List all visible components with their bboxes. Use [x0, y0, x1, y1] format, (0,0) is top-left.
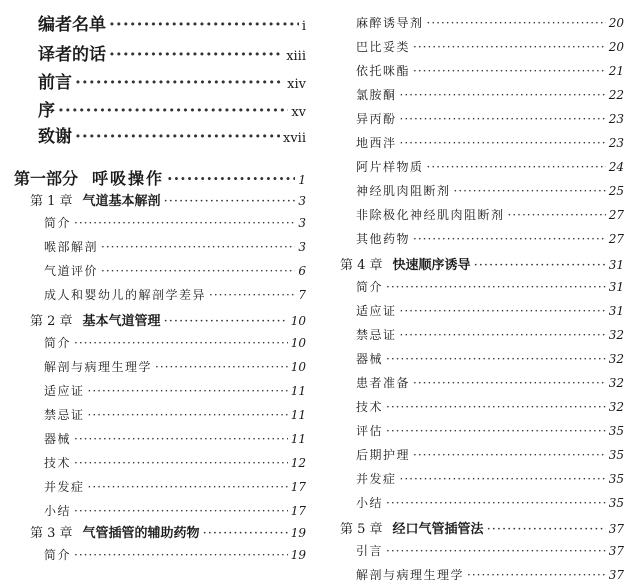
dot-leader: [74, 432, 288, 446]
toc-page-number: 1: [298, 173, 306, 187]
chapter-title: 基本气道管理: [82, 314, 161, 329]
dot-leader: [167, 169, 295, 188]
dot-leader: [155, 360, 288, 374]
toc-entry-label: [30, 190, 161, 209]
toc-section-entry[interactable]: [356, 134, 624, 151]
dot-leader: [74, 336, 288, 350]
toc-section-entry[interactable]: [44, 214, 306, 231]
toc-entry-label: 解剖与病理生理学: [356, 568, 465, 582]
toc-page-number: 17: [290, 480, 306, 494]
chapter-title: 快速顺序诱导: [392, 258, 471, 273]
toc-page-number: 35: [608, 472, 624, 486]
toc-page-number: 25: [608, 184, 624, 198]
toc-entry-label: 小结: [44, 504, 72, 518]
toc-section-entry[interactable]: [44, 382, 306, 399]
chapter-number: 第 2 章: [30, 314, 73, 329]
dot-leader: [386, 400, 606, 414]
toc-chapter-entry[interactable]: [340, 518, 624, 537]
toc-section-entry[interactable]: [356, 158, 624, 175]
toc-entry-label: 适应证: [356, 304, 397, 318]
dot-leader: [427, 16, 606, 30]
toc-section-entry[interactable]: [356, 302, 624, 319]
toc-entry-label: 气道评价: [44, 264, 99, 278]
toc-page-number: 27: [608, 208, 624, 222]
toc-entry-label: 患者准备: [356, 376, 411, 390]
dot-leader: [88, 408, 288, 422]
toc-page-number: xvii: [283, 131, 306, 146]
toc-entry-label: 引言: [356, 544, 384, 558]
dot-leader: [400, 112, 606, 126]
toc-section-entry[interactable]: [356, 86, 624, 103]
toc-section-entry[interactable]: [356, 110, 624, 127]
toc-page-number: 10: [290, 360, 306, 374]
dot-leader: [209, 288, 295, 302]
toc-page-number: 7: [298, 288, 306, 302]
toc-entry-label: 地西泮: [356, 136, 397, 150]
toc-entry-label: 阿片样物质: [356, 160, 424, 174]
toc-entry-label: 简介: [44, 216, 72, 230]
toc-chapter-entry[interactable]: [30, 310, 306, 329]
dot-leader: [413, 64, 606, 78]
dot-leader: [386, 544, 606, 558]
toc-section-entry[interactable]: [356, 446, 624, 463]
toc-page-number: 6: [298, 264, 306, 278]
toc-section-entry[interactable]: [44, 262, 306, 279]
dot-leader: [467, 568, 606, 582]
toc-page-number: 12: [290, 456, 306, 470]
toc-section-entry[interactable]: [356, 566, 624, 583]
dot-leader: [400, 472, 606, 486]
toc-page-number: xv: [291, 105, 306, 120]
toc-page-number: 35: [608, 496, 624, 510]
toc-page-number: i: [301, 19, 306, 34]
toc-page-number: 31: [608, 258, 624, 272]
toc-section-entry[interactable]: [44, 358, 306, 375]
dot-leader: [427, 160, 606, 174]
chapter-number: 第 1 章: [30, 194, 73, 209]
dot-leader: [474, 258, 606, 273]
toc-entry-label: [340, 518, 484, 537]
dot-leader: [74, 504, 288, 518]
toc-section-entry[interactable]: [356, 494, 624, 511]
toc-section-entry[interactable]: [356, 326, 624, 343]
toc-front-entry[interactable]: [38, 10, 306, 35]
toc-section-entry[interactable]: [356, 62, 624, 79]
toc-entry-label: 器械: [44, 432, 72, 446]
toc-section-entry[interactable]: [356, 38, 624, 55]
toc-page-number: 23: [608, 136, 624, 150]
toc-page-number: 3: [298, 216, 306, 230]
toc-entry-label: 禁忌证: [356, 328, 397, 342]
part-title: 呼吸操作: [92, 169, 165, 188]
dot-leader: [413, 40, 606, 54]
toc-section-entry[interactable]: [356, 374, 624, 391]
toc-page-number: 3: [298, 194, 306, 208]
dot-leader: [58, 101, 288, 121]
dot-leader: [109, 45, 283, 65]
dot-leader: [487, 522, 606, 537]
toc-page-number: 19: [290, 526, 306, 540]
toc-section-entry[interactable]: [356, 470, 624, 487]
dot-leader: [400, 328, 606, 342]
toc-section-entry[interactable]: [356, 182, 624, 199]
dot-leader: [75, 127, 280, 147]
toc-entry-label: 神经肌肉阻断剂: [356, 184, 451, 198]
toc-page-number: 19: [290, 548, 306, 562]
dot-leader: [101, 264, 295, 278]
toc-entry-label: [30, 310, 161, 329]
toc-chapter-entry[interactable]: [30, 190, 306, 209]
toc-section-entry[interactable]: [44, 286, 306, 303]
dot-leader: [88, 384, 288, 398]
toc-entry-label: 评估: [356, 424, 384, 438]
toc-part-entry[interactable]: [14, 166, 306, 189]
toc-page-number: 32: [608, 352, 624, 366]
toc-entry-label: 器械: [356, 352, 384, 366]
toc-page-number: 27: [608, 232, 624, 246]
toc-page-number: 10: [290, 336, 306, 350]
toc-entry-label: 小结: [356, 496, 384, 510]
toc-entry-label: 依托咪酯: [356, 64, 411, 78]
dot-leader: [400, 304, 606, 318]
dot-leader: [88, 480, 288, 494]
dot-leader: [164, 314, 288, 329]
toc-page-number: 17: [290, 504, 306, 518]
toc-entry-label: 编者名单: [38, 15, 106, 35]
dot-leader: [508, 208, 606, 222]
chapter-title: 气管插管的辅助药物: [82, 526, 200, 541]
toc-section-entry[interactable]: [356, 398, 624, 415]
toc-page-number: 37: [608, 568, 624, 582]
toc-entry-label: 异丙酚: [356, 112, 397, 126]
dot-leader: [164, 194, 296, 209]
toc-entry-label: 技术: [44, 456, 72, 470]
toc-page-number: 20: [608, 16, 624, 30]
toc-page-number: xiii: [286, 49, 306, 64]
toc-entry-label: 译者的话: [38, 45, 106, 65]
toc-page-number: 32: [608, 376, 624, 390]
toc-page-number: 20: [608, 40, 624, 54]
toc-entry-label: 前言: [38, 73, 72, 93]
toc-section-entry[interactable]: [356, 14, 624, 31]
part-number: 第一部分: [14, 169, 79, 188]
toc-entry-label: 技术: [356, 400, 384, 414]
toc-section-entry[interactable]: [356, 230, 624, 247]
toc-chapter-entry[interactable]: [30, 522, 306, 541]
toc-entry-label: 简介: [44, 548, 72, 562]
toc-entry-label: [14, 166, 164, 189]
dot-leader: [413, 232, 606, 246]
dot-leader: [75, 73, 284, 93]
toc-entry-label: 简介: [44, 336, 72, 350]
toc-section-entry[interactable]: [44, 406, 306, 423]
toc-section-entry[interactable]: [44, 454, 306, 471]
dot-leader: [386, 280, 606, 294]
toc-page-number: 32: [608, 328, 624, 342]
toc-entry-label: 非除极化神经肌肉阻断剂: [356, 208, 505, 222]
dot-leader: [413, 448, 606, 462]
toc-section-entry[interactable]: [44, 478, 306, 495]
toc-entry-label: 禁忌证: [44, 408, 85, 422]
chapter-number: 第 5 章: [340, 522, 383, 537]
dot-leader: [101, 240, 295, 254]
dot-leader: [74, 456, 288, 470]
toc-page-number: 31: [608, 304, 624, 318]
toc-page-number: 32: [608, 400, 624, 414]
toc-entry-label: 成人和婴幼儿的解剖学差异: [44, 288, 207, 302]
toc-entry-label: 氯胺酮: [356, 88, 397, 102]
chapter-title: 气道基本解剖: [82, 194, 161, 209]
toc-section-entry[interactable]: [44, 546, 306, 563]
toc-section-entry[interactable]: [44, 430, 306, 447]
toc-entry-label: [340, 254, 471, 273]
dot-leader: [454, 184, 606, 198]
dot-leader: [109, 15, 299, 35]
toc-page-number: 11: [290, 432, 306, 446]
toc-page-number: 35: [608, 448, 624, 462]
toc-page-number: 22: [608, 88, 624, 102]
toc-entry-label: 巴比妥类: [356, 40, 411, 54]
toc-entry-label: 序: [38, 101, 55, 121]
toc-section-entry[interactable]: [356, 542, 624, 559]
toc-page-number: 37: [608, 544, 624, 558]
dot-leader: [400, 136, 606, 150]
chapter-number: 第 3 章: [30, 526, 73, 541]
toc-front-entry[interactable]: [38, 122, 306, 147]
toc-entry-label: 解剖与病理生理学: [44, 360, 153, 374]
toc-entry-label: 并发症: [44, 480, 85, 494]
dot-leader: [74, 548, 288, 562]
toc-page-number: 11: [290, 408, 306, 422]
chapter-number: 第 4 章: [340, 258, 383, 273]
toc-page-number: 37: [608, 522, 624, 536]
toc-page-number: 3: [298, 240, 306, 254]
toc-section-entry[interactable]: [44, 502, 306, 519]
dot-leader: [74, 216, 295, 230]
toc-front-entry[interactable]: [38, 68, 306, 93]
dot-leader: [386, 496, 606, 510]
chapter-title: 经口气管插管法: [392, 522, 484, 537]
toc-section-entry[interactable]: [356, 422, 624, 439]
dot-leader: [386, 352, 606, 366]
dot-leader: [203, 526, 288, 541]
toc-section-entry[interactable]: [44, 238, 306, 255]
toc-page-number: 23: [608, 112, 624, 126]
toc-entry-label: [30, 522, 200, 541]
toc-front-entry[interactable]: [38, 96, 306, 121]
toc-chapter-entry[interactable]: [340, 254, 624, 273]
toc-page-number: 21: [608, 64, 624, 78]
toc-entry-label: 并发症: [356, 472, 397, 486]
toc-page-number: 31: [608, 280, 624, 294]
toc-section-entry[interactable]: [44, 334, 306, 351]
toc-page-number: xiv: [287, 77, 306, 92]
toc-section-entry[interactable]: [356, 278, 624, 295]
toc-entry-label: 后期护理: [356, 448, 411, 462]
toc-entry-label: 麻醉诱导剂: [356, 16, 424, 30]
toc-entry-label: 其他药物: [356, 232, 411, 246]
toc-entry-label: 致谢: [38, 127, 72, 147]
toc-front-entry[interactable]: [38, 40, 306, 65]
toc-entry-label: 适应证: [44, 384, 85, 398]
toc-page-number: 11: [290, 384, 306, 398]
toc-section-entry[interactable]: [356, 206, 624, 223]
dot-leader: [400, 88, 606, 102]
toc-entry-label: 简介: [356, 280, 384, 294]
toc-page-number: 35: [608, 424, 624, 438]
dot-leader: [413, 376, 606, 390]
toc-entry-label: 喉部解剖: [44, 240, 99, 254]
toc-page-number: 24: [608, 160, 624, 174]
dot-leader: [386, 424, 606, 438]
toc-page-number: 10: [290, 314, 306, 328]
toc-section-entry[interactable]: [356, 350, 624, 367]
